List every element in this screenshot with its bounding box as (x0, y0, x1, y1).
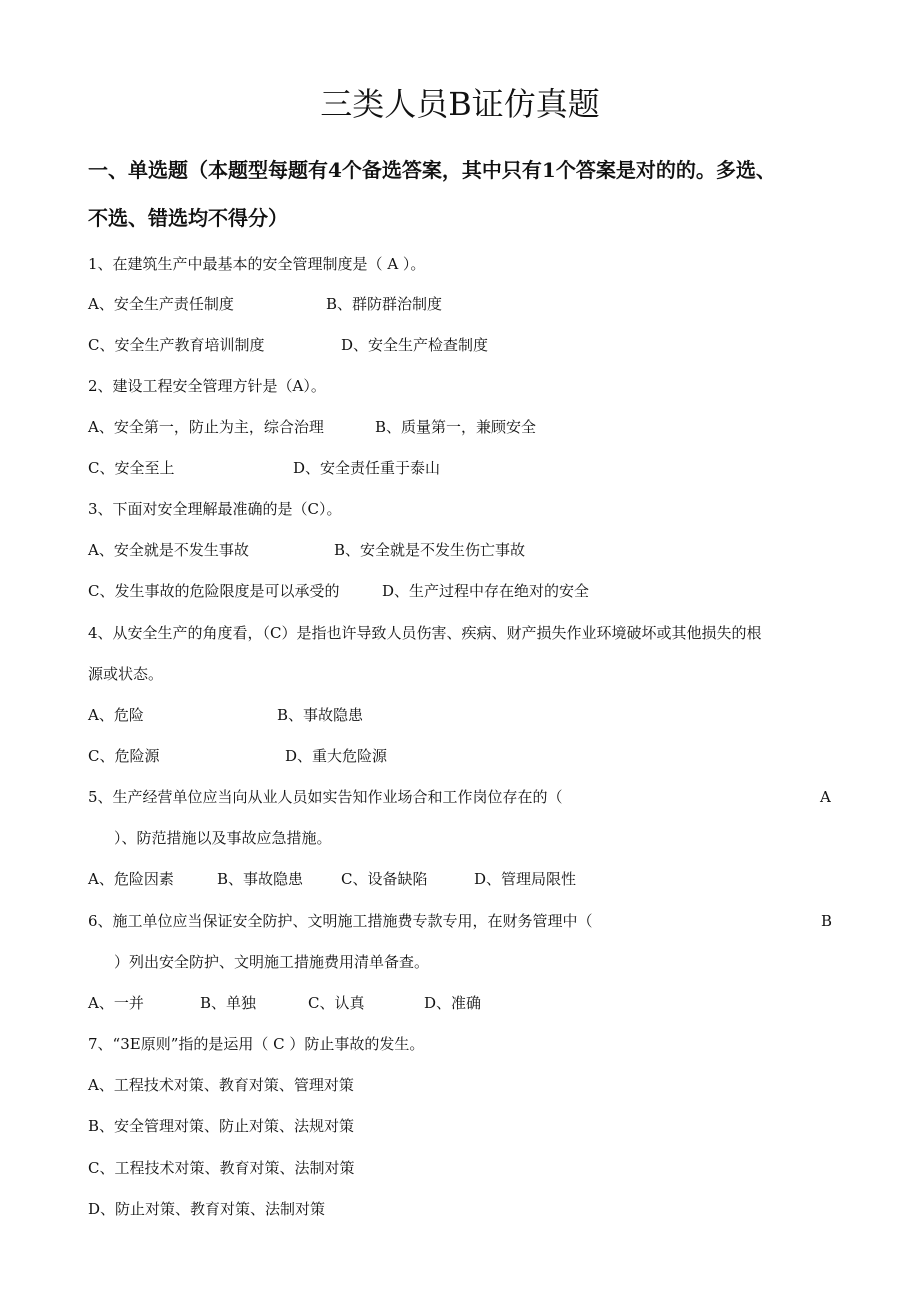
option-c: C、安全生产教育培训制度 (88, 336, 265, 354)
question-4-options-row-1 (88, 703, 363, 727)
option-c: C、发生事故的危险限度是可以承受的 (88, 582, 340, 600)
section-heading-line-2: 不选、错选均不得分） (88, 206, 288, 230)
option-d: D、生产过程中存在绝对的安全 (382, 582, 590, 600)
option-b: B、群防群治制度 (326, 295, 443, 313)
option-a: A、安全生产责任制度 (88, 295, 234, 313)
question-4-stem-continued: 源或状态。 (88, 665, 164, 683)
question-5-options (88, 867, 576, 891)
question-2-options-row-2 (88, 456, 440, 480)
option-d: D、安全生产检查制度 (341, 336, 489, 354)
question-5-stem-continued: ）、防范措施以及事故应急措施。 (114, 829, 332, 847)
option-b: B、质量第一，兼顾安全 (375, 418, 537, 436)
question-5-stem: 5、生产经营单位应当向从业人员如实告知作业场合和工作岗位存在的（ (88, 788, 563, 806)
page-title: 三类人员B证仿真题 (320, 85, 600, 123)
option-c: C、安全至上 (88, 459, 175, 477)
section-heading-line-1: 一、单选题（本题型每题有4个备选答案，其中只有1个答案是对的的。多选、 (88, 158, 776, 182)
option-a: A、安全就是不发生事故 (88, 541, 249, 559)
option-d: D、管理局限性 (474, 870, 577, 888)
question-1-options-row-2 (88, 333, 488, 357)
question-1-stem: 1、在建筑生产中最基本的安全管理制度是（ A ）。 (88, 255, 426, 273)
option-a: A、危险因素 (88, 870, 174, 888)
question-6-options (88, 991, 481, 1015)
question-6-stem-continued: ）列出安全防护、文明施工措施费用清单备查。 (114, 953, 430, 971)
question-4-stem: 4、从安全生产的角度看，（C）是指也许导致人员伤害、疾病、财产损失作业环境破坏或其他损失的根 (88, 624, 762, 642)
option-a: A、危险 (88, 706, 144, 724)
option-c: C、认真 (308, 994, 365, 1012)
question-5-answer: A (820, 788, 831, 806)
option-b: B、事故隐患 (277, 706, 364, 724)
option-b: B、单独 (200, 994, 257, 1012)
question-1-options-row-1 (88, 292, 442, 316)
option-b: B、事故隐患 (217, 870, 304, 888)
option-a: A、安全第一，防止为主，综合治理 (88, 418, 324, 436)
question-2-options-row-1 (88, 415, 536, 439)
question-3-options-row-1 (88, 538, 525, 562)
option-d: D、安全责任重于泰山 (293, 459, 441, 477)
option-b: B、安全就是不发生伤亡事故 (334, 541, 526, 559)
option-d: D、重大危险源 (285, 747, 388, 765)
question-7-option-c: C、工程技术对策、教育对策、法制对策 (88, 1159, 355, 1177)
question-7-stem: 7、“3E原则”指的是运用（ C ）防止事故的发生。 (88, 1035, 425, 1053)
question-3-options-row-2 (88, 579, 589, 603)
option-c: C、危险源 (88, 747, 160, 765)
question-6-stem: 6、施工单位应当保证安全防护、文明施工措施费专款专用，在财务管理中（ (88, 912, 593, 930)
option-d: D、准确 (424, 994, 482, 1012)
question-7-option-b: B、安全管理对策、防止对策、法规对策 (88, 1117, 355, 1135)
question-7-option-d: D、防止对策、教育对策、法制对策 (88, 1200, 326, 1218)
question-6-answer: B (821, 912, 833, 930)
question-4-options-row-2 (88, 744, 387, 768)
question-3-stem: 3、下面对安全理解最准确的是（C）。 (88, 500, 342, 518)
question-7-option-a: A、工程技术对策、教育对策、管理对策 (88, 1076, 354, 1094)
option-c: C、设备缺陷 (341, 870, 428, 888)
option-a: A、一并 (88, 994, 144, 1012)
question-2-stem: 2、建设工程安全管理方针是（A）。 (88, 377, 326, 395)
